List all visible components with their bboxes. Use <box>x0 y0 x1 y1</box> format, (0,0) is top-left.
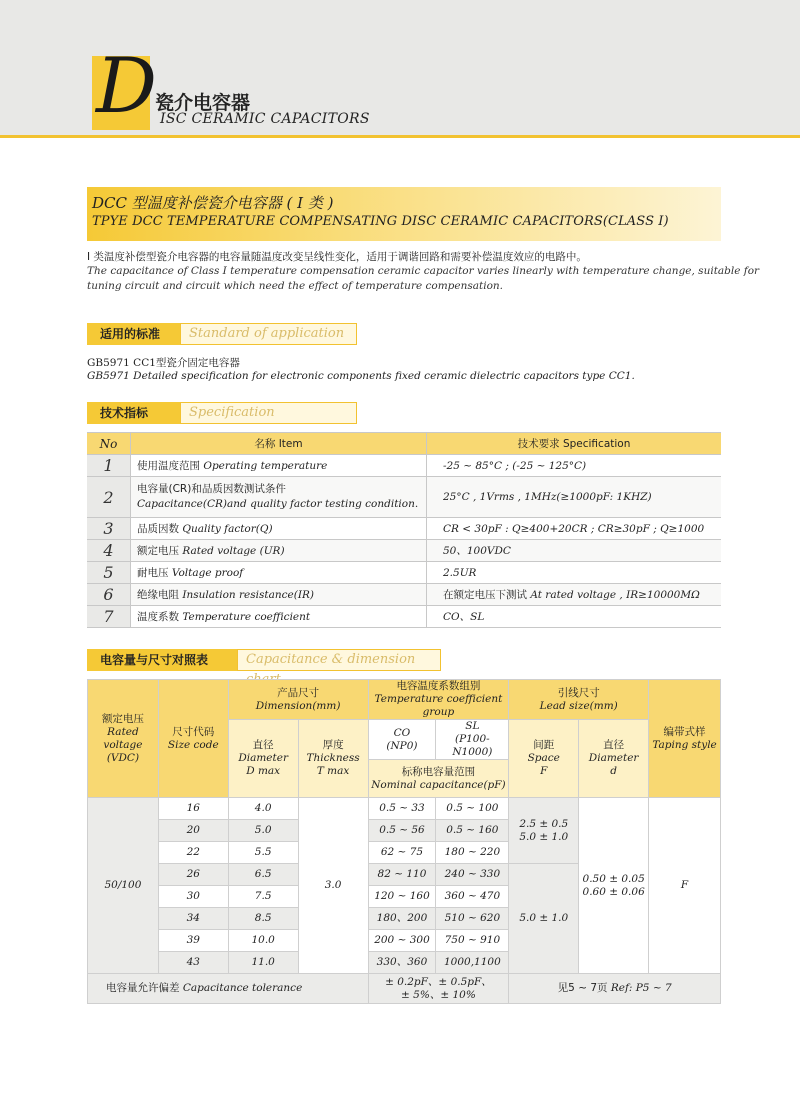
cap-size-code: 22 <box>158 842 228 864</box>
spec-item-en: Rated voltage (UR) <box>182 545 285 557</box>
chapter-letter-block <box>92 41 157 130</box>
cap-co-range: 120 ~ 160 <box>368 886 436 908</box>
cap-col-thickness-cn: 厚度 <box>322 739 344 751</box>
cap-col-dim-cn: 产品尺寸 <box>277 686 320 699</box>
spec-value: -25 ~ 85°C ; (-25 ~ 125°C) <box>427 455 722 477</box>
cap-thickness: 3.0 <box>298 798 368 974</box>
cap-size-code: 43 <box>158 952 228 974</box>
cap-col-thickness <box>298 720 368 798</box>
cap-col-diameter-cn: 直径 <box>252 739 274 751</box>
spec-no: 1 <box>87 455 131 477</box>
cap-sl-range: 240 ~ 330 <box>436 864 509 886</box>
product-title-cn: DCC 型温度补偿瓷介电容器 ( I 类 ) <box>92 194 334 212</box>
intro-en-line1: The capacitance of Class I temperature compensation ceramic capacitor varies linearly with temperature change, suitable for <box>87 265 760 277</box>
spec-no: 3 <box>87 518 131 540</box>
cap-col-space-en: Space <box>527 752 560 764</box>
cap-heading <box>87 649 441 671</box>
cap-col-dim <box>228 680 368 720</box>
spec-heading-en: Specification <box>180 402 357 424</box>
cap-col-lead-diameter-sym: d <box>610 765 617 777</box>
spec-no: 7 <box>87 606 131 628</box>
cap-col-lead <box>509 680 649 720</box>
cap-size-code: 20 <box>158 820 228 842</box>
spec-no: 4 <box>87 540 131 562</box>
spec-value <box>427 584 722 606</box>
table-row <box>87 477 721 518</box>
capacitance-table <box>87 679 721 1004</box>
standard-heading-en: Standard of application <box>180 323 357 345</box>
cap-col-size-cn: 尺寸代码 <box>172 725 215 738</box>
cap-col-space-cn: 间距 <box>533 739 555 751</box>
spec-no: 6 <box>87 584 131 606</box>
spec-item-en: Capacitance(CR)and quality factor testing condition. <box>137 498 419 510</box>
spec-item-en: Operating temperature <box>203 460 328 472</box>
cap-col-sl-label: SL <box>465 720 480 732</box>
cap-col-nominal-en: Nominal capacitance(pF) <box>371 778 506 791</box>
cap-heading-cn: 电容量与尺寸对照表 <box>87 649 237 671</box>
cap-col-thickness-en: Thickness <box>306 752 360 764</box>
spec-value: 50、100VDC <box>427 540 722 562</box>
cap-col-dim-en: Dimension(mm) <box>255 699 341 712</box>
cap-col-co <box>368 720 436 760</box>
cap-tolerance-row <box>88 974 721 1004</box>
cap-sl-range: 0.5 ~ 100 <box>436 798 509 820</box>
table-row <box>87 562 721 584</box>
cap-diameter: 4.0 <box>228 798 298 820</box>
cap-tolerance-cn: 电容量允许偏差 <box>106 982 180 994</box>
spec-item-cn: 电容量(CR)和品质因数测试条件 <box>137 483 286 495</box>
table-row <box>87 584 721 606</box>
cap-size-code: 26 <box>158 864 228 886</box>
chapter-title-cn: 瓷介电容器 <box>155 92 251 114</box>
spec-item-cn: 耐电压 <box>137 567 169 579</box>
spec-item <box>131 562 427 584</box>
chapter-letter: D <box>96 41 157 130</box>
cap-col-rated-cn: 额定电压 <box>101 712 144 725</box>
cap-space-1b: 5.0 ± 1.0 <box>519 830 569 843</box>
standard-heading-cn: 适用的标准 <box>87 323 180 345</box>
spec-item-cn: 使用温度范围 <box>137 460 200 472</box>
spec-item <box>131 584 427 606</box>
cap-co-range: 0.5 ~ 56 <box>368 820 436 842</box>
intro-cn: I 类温度补偿型瓷介电容器的电容量随温度改变呈线性变化，适用于调谐回路和需要补偿温度效应的电路中。 <box>87 251 587 263</box>
cap-col-lead-diameter <box>579 720 649 798</box>
spec-heading-cn: 技术指标 <box>87 402 180 424</box>
cap-diameter: 6.5 <box>228 864 298 886</box>
cap-co-range: 200 ~ 300 <box>368 930 436 952</box>
spec-item <box>131 606 427 628</box>
spec-value: CR < 30pF : Q≥400+20CR ; CR≥30pF ; Q≥1000 <box>427 518 722 540</box>
spec-item-en: Quality factor(Q) <box>182 523 273 535</box>
cap-diameter: 5.0 <box>228 820 298 842</box>
cap-tolerance-value-2: ± 5%、± 10% <box>401 988 476 1001</box>
cap-col-rated <box>88 680 159 798</box>
cap-col-sl-code: (P100-N1000) <box>452 733 493 758</box>
cap-col-nominal <box>368 760 509 798</box>
cap-size-code: 16 <box>158 798 228 820</box>
spec-heading <box>87 402 357 424</box>
cap-tolerance-value-1: ± 0.2pF、± 0.5pF、 <box>385 975 492 988</box>
cap-tolerance-ref <box>509 974 721 1004</box>
cap-co-range: 180、200 <box>368 908 436 930</box>
intro-en-line2: tuning circuit and circuit which need the effect of temperature compensation. <box>87 280 504 292</box>
cap-col-size-en: Size code <box>167 738 219 751</box>
spec-col-spec: 技术要求 Specification <box>427 433 722 455</box>
cap-size-code: 30 <box>158 886 228 908</box>
cap-col-space <box>509 720 579 798</box>
cap-col-sl <box>436 720 509 760</box>
cap-sl-range: 180 ~ 220 <box>436 842 509 864</box>
cap-co-range: 330、360 <box>368 952 436 974</box>
cap-col-lead-diameter-en: Diameter <box>588 752 639 764</box>
spec-value-en: At rated voltage , IR≥10000MΩ <box>530 589 700 601</box>
cap-header-row1 <box>88 680 721 720</box>
cap-lead-diameter <box>579 798 649 974</box>
cap-tolerance-ref-en: Ref: P5 ~ 7 <box>610 982 672 994</box>
cap-col-diameter-en: Diameter <box>238 752 288 764</box>
table-row <box>87 518 721 540</box>
spec-item-en: Temperature coefficient <box>182 611 311 623</box>
standard-line2: GB5971 Detailed specification for electronic components fixed ceramic dielectric capacitors type CC1. <box>87 370 635 382</box>
cap-taping: F <box>649 798 721 974</box>
spec-item-en: Insulation resistance(IR) <box>182 589 314 601</box>
cap-diameter: 11.0 <box>228 952 298 974</box>
cap-col-rated-en: Rated voltage <box>103 725 143 751</box>
cap-col-co-label: CO <box>393 726 411 739</box>
standard-line1: GB5971 CC1型瓷介固定电容器 <box>87 357 240 369</box>
spec-item-cn: 绝缘电阻 <box>137 589 179 601</box>
cap-diameter: 8.5 <box>228 908 298 930</box>
table-row <box>87 455 721 477</box>
spec-header-row <box>87 433 721 455</box>
cap-space-1a: 2.5 ± 0.5 <box>519 817 569 830</box>
spec-item-cn: 额定电压 <box>137 545 179 557</box>
spec-col-item: 名称 Item <box>131 433 427 455</box>
cap-co-range: 0.5 ~ 33 <box>368 798 436 820</box>
cap-sl-range: 750 ~ 910 <box>436 930 509 952</box>
cap-diameter: 7.5 <box>228 886 298 908</box>
cap-tolerance-value <box>368 974 509 1004</box>
cap-diameter: 5.5 <box>228 842 298 864</box>
cap-lead-diameter-1: 0.50 ± 0.05 <box>582 872 645 885</box>
cap-co-range: 82 ~ 110 <box>368 864 436 886</box>
table-row <box>88 798 721 820</box>
spec-item <box>131 455 427 477</box>
cap-tolerance-label <box>88 974 369 1004</box>
cap-sl-range: 360 ~ 470 <box>436 886 509 908</box>
spec-item <box>131 540 427 562</box>
cap-voltage: 50/100 <box>88 798 159 974</box>
cap-tolerance-en: Capacitance tolerance <box>182 982 303 994</box>
chapter-title-en: ISC CERAMIC CAPACITORS <box>160 111 370 127</box>
cap-col-tape-cn: 编带式样 <box>663 725 706 738</box>
cap-col-lead-en: Lead size(mm) <box>539 699 618 712</box>
spec-no: 2 <box>87 477 131 518</box>
cap-col-tc <box>368 680 509 720</box>
spec-col-no: No <box>87 433 131 455</box>
cap-col-space-sym: F <box>540 765 548 777</box>
cap-col-diameter-sym: D max <box>246 765 281 777</box>
cap-col-rated-unit: (VDC) <box>106 751 140 764</box>
cap-co-range: 62 ~ 75 <box>368 842 436 864</box>
spec-item-en: Voltage proof <box>171 567 244 579</box>
header-divider <box>0 135 800 138</box>
cap-col-thickness-sym: T max <box>316 765 350 777</box>
cap-col-nominal-cn: 标称电容量范围 <box>401 765 476 778</box>
cap-col-co-code: (NP0) <box>386 739 418 752</box>
spec-item-cn: 品质因数 <box>137 523 179 535</box>
spec-item <box>131 518 427 540</box>
cap-sl-range: 0.5 ~ 160 <box>436 820 509 842</box>
cap-tolerance-ref-cn: 见5 ~ 7页 <box>557 982 608 994</box>
cap-col-lead-cn: 引线尺寸 <box>557 686 600 699</box>
spec-table <box>87 432 721 628</box>
cap-col-lead-diameter-cn: 直径 <box>603 739 625 751</box>
spec-no: 5 <box>87 562 131 584</box>
table-row <box>87 540 721 562</box>
product-title-en: TPYE DCC TEMPERATURE COMPENSATING DISC CERAMIC CAPACITORS(CLASS I) <box>92 214 669 229</box>
cap-diameter: 10.0 <box>228 930 298 952</box>
cap-col-diameter <box>228 720 298 798</box>
cap-space-1 <box>509 798 579 864</box>
spec-item-cn: 温度系数 <box>137 611 179 623</box>
cap-sl-range: 1000,1100 <box>436 952 509 974</box>
spec-item <box>131 477 427 518</box>
cap-col-tape-en: Taping style <box>652 738 717 751</box>
standard-heading <box>87 323 357 345</box>
cap-col-tc-cn: 电容温度系数组别 <box>396 680 481 692</box>
cap-col-tape <box>649 680 721 798</box>
spec-value-cn: 在额定电压下测试 <box>443 589 527 601</box>
cap-col-size <box>158 680 228 798</box>
cap-lead-diameter-2: 0.60 ± 0.06 <box>582 885 645 898</box>
cap-heading-en: Capacitance & dimension <box>237 649 441 671</box>
cap-size-code: 34 <box>158 908 228 930</box>
cap-space-2: 5.0 ± 1.0 <box>509 864 579 974</box>
table-row <box>87 606 721 628</box>
spec-value: CO、SL <box>427 606 722 628</box>
cap-size-code: 39 <box>158 930 228 952</box>
cap-sl-range: 510 ~ 620 <box>436 908 509 930</box>
cap-col-tc-en: Temperature coefficient group <box>374 693 503 718</box>
spec-value: 25°C , 1Vrms , 1MHz(≥1000pF: 1KHZ) <box>427 477 722 518</box>
spec-value: 2.5UR <box>427 562 722 584</box>
